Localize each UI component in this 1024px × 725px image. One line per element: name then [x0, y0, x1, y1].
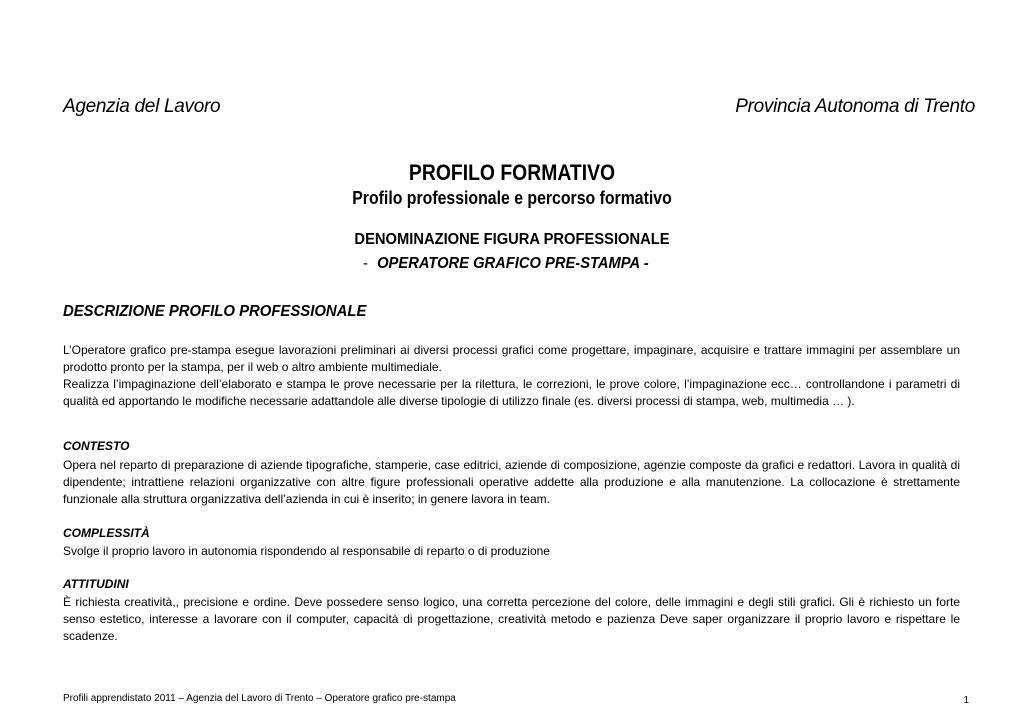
page-number: 1 [963, 695, 969, 706]
complessita-text: Svolge il proprio lavoro in autonomia rispondendo al responsabile di reparto o di produzione [63, 544, 550, 558]
description-paragraph-1: L’Operatore grafico pre-stampa esegue lavorazioni preliminari ai diversi processi grafici come progettare, impaginare, acquisire e trattare immagini per assemblare un prodotto pronto per la stampa, per il web o altro ambiente multimediale. [63, 343, 960, 374]
contesto-text: Opera nel reparto di preparazione di aziende tipografiche, stamperie, case editrici, aziende di composizione, agenzie composte da grafici e redattori. Lavora in qualità di dipendente; intrattiene relazioni organizzative con altre figure professionali operative addette alla produzione e alla manutenzione. La collocazione è strettamente funzionale alla struttura organizzativa dell’azienda in cui è inserito; in genere lavora in team. [63, 458, 960, 506]
contesto-heading: CONTESTO [63, 439, 130, 453]
attitudini-heading: ATTITUDINI [63, 577, 129, 591]
header-province: Provincia Autonoma di Trento [735, 96, 975, 117]
complessita-heading: COMPLESSITÀ [63, 526, 150, 540]
figure-name [363, 255, 649, 273]
figure-dash: - [363, 255, 368, 272]
description-paragraph-2: Realizza l’impaginazione dell’elaborato e stampa le prove necessarie per la rilettura, le correzioni, le prove colore, l’impaginazione ecc… controllandone i parametri di qualità ed apportando le modifiche necessarie adattandole alle diverse tipologie di utilizzo finale (es. diversi processi di stampa, web, multimedia … ). [63, 377, 960, 408]
attitudini-text: È richiesta creatività,, precisione e ordine. Deve possedere senso logico, una corretta percezione del colore, delle immagini e degli stili grafici. Gli è richiesto un forte senso estetico, interesse a lavorare con il computer, capacità di progettazione, creatività metodo e pazienza Deve saper organizzare il proprio lavoro e rispettare le scadenze. [63, 595, 960, 643]
figure-name-text: OPERATORE GRAFICO PRE-STAMPA - [377, 255, 649, 272]
section-title: DESCRIZIONE PROFILO PROFESSIONALE [63, 303, 367, 320]
header-agency: Agenzia del Lavoro [63, 96, 221, 117]
figure-label: DENOMINAZIONE FIGURA PROFESSIONALE [354, 231, 670, 248]
document-title: PROFILO FORMATIVO [408, 160, 616, 185]
document-subtitle: Profilo professionale e percorso formativo [352, 188, 672, 208]
footer-text: Profili apprendistato 2011 – Agenzia del Lavoro di Trento – Operatore grafico pre-stampa [63, 693, 456, 704]
